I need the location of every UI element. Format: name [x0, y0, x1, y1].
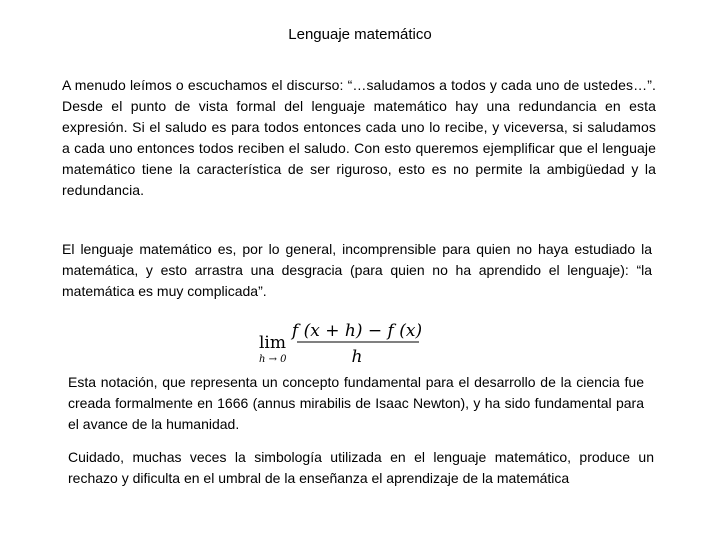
limit-subscript: h → 0 — [259, 354, 287, 365]
paragraph-symbology-warning: Cuidado, muchas veces la simbología utilizada en el lenguaje matemático, produce un rechazo y dificulta en el umbral de la enseñanza el aprendizaje de la matemática — [68, 449, 654, 486]
paragraph-discourse-example: A menudo leímos o escuchamos el discurso: “…saludamos a todos y cada uno de ustedes…”. Desde el punto de vista formal del lenguaje matemático hay una redundancia en esta expresión. Si el saludo es para todos entonces cada uno lo recibe, y viceversa, si saludamos a cada uno entonces todos reciben el saludo. Con esto queremos ejemplificar que el lenguaje matemático tiene la característica de ser riguroso, esto es no permite la ambigüedad y la redundancia. — [62, 77, 656, 198]
limit-numerator: f (x + h) − f (x) — [291, 321, 423, 341]
paragraph-notation-history: Esta notación, que representa un concepto fundamental para el desarrollo de la ciencia fue creada formalmente en 1666 (annus mirabilis de Isaac Newton), y ha sido fundamental para el avance de la humanidad. — [68, 374, 644, 432]
paragraph-incomprehensible-language: El lenguaje matemático es, por lo general, incomprensible para quien no haya estudiado la matemática, y esto arrastra una desgracia (para quien no ha aprendido el lenguaje): “la matemática es muy complicada”. — [62, 241, 652, 299]
limit-operator: lim — [259, 333, 286, 353]
document-title: Lenguaje matemático — [288, 26, 432, 43]
limit-denominator: h — [351, 347, 363, 366]
limit-formula — [257, 318, 427, 366]
